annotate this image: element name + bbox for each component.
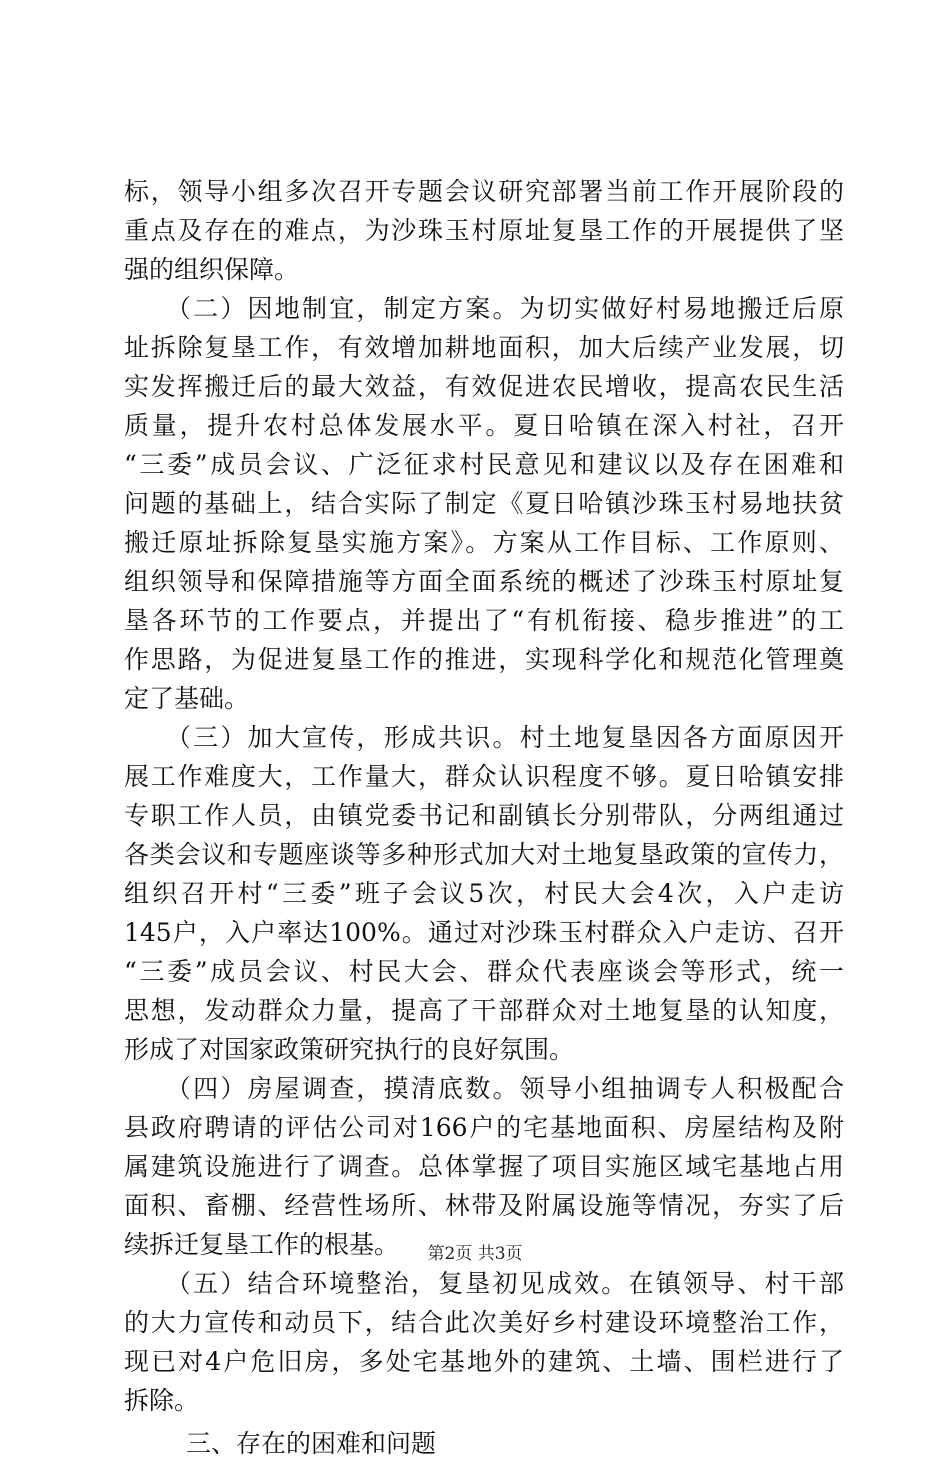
text-line: 面积、畜棚、经营性场所、林带及附属设施等情况，夯实了后 [124,1191,844,1220]
text-line: 展工作难度大，工作量大，群众认识程度不够。夏日哈镇安排 [124,762,844,791]
text-line: 实发挥搬迁后的最大效益，有效促进农民增收，提高农民生活 [124,372,844,401]
text-line: 址拆除复垦工作，有效增加耕地面积，加大后续产业发展，切 [124,333,844,362]
text-line: 拆除。 [124,1386,200,1415]
text-line: “三委”成员会议、广泛征求村民意见和建议以及存在困难和 [124,450,844,479]
section-heading: 三、存在的困难和问题 [186,1429,437,1458]
document-body [124,172,844,1463]
text-line: 145户，入户率达100%。通过对沙珠玉村群众入户走访、召开 [124,918,844,947]
text-line: 属建筑设施进行了调查。总体掌握了项目实施区域宅基地占用 [124,1152,844,1181]
text-line: 专职工作人员，由镇党委书记和副镇长分别带队，分两组通过 [124,801,844,830]
text-line: 定了基础。 [124,684,250,713]
text-line: 标，领导小组多次召开专题会议研究部署当前工作开展阶段的 [124,177,844,206]
text-line: “三委”成员会议、村民大会、群众代表座谈会等形式，统一 [124,957,844,986]
text-line: 组织召开村“三委”班子会议5次，村民大会4次，入户走访 [124,879,844,908]
text-line: 质量，提升农村总体发展水平。夏日哈镇在深入村社，召开 [124,411,844,440]
text-line: （二）因地制宜，制定方案。为切实做好村易地搬迁后原 [124,294,844,323]
text-line: 组织领导和保障措施等方面全面系统的概述了沙珠玉村原址复 [124,567,844,596]
text-line: 作思路，为促进复垦工作的推进，实现科学化和规范化管理奠 [124,645,844,674]
text-line: 现已对4户危旧房，多处宅基地外的建筑、土墙、围栏进行了 [124,1347,844,1376]
text-line: 垦各环节的工作要点，并提出了“有机衔接、稳步推进”的工 [124,606,844,635]
text-line: 县政府聘请的评估公司对166户的宅基地面积、房屋结构及附 [124,1113,844,1142]
text-line: 重点及存在的难点，为沙珠玉村原址复垦工作的开展提供了坚 [124,216,844,245]
text-line: 强的组织保障。 [124,255,300,284]
text-line: （三）加大宣传，形成共识。村土地复垦因各方面原因开 [124,723,844,752]
text-line: 问题的基础上，结合实际了制定《夏日哈镇沙珠玉村易地扶贫 [124,489,844,518]
page-footer: 第2页 共3页 [427,1244,523,1264]
text-line: （四）房屋调查，摸清底数。领导小组抽调专人积极配合 [124,1074,844,1103]
text-line: （五）结合环境整治，复垦初见成效。在镇领导、村干部 [124,1269,844,1298]
text-line: 续拆迁复垦工作的根基。 [124,1230,400,1259]
text-line: 各类会议和专题座谈等多种形式加大对土地复垦政策的宣传力， [124,840,844,869]
text-line: 搬迁原址拆除复垦实施方案》。方案从工作目标、工作原则、 [124,528,844,557]
text-line: 形成了对国家政策研究执行的良好氛围。 [124,1035,575,1064]
text-line: 思想，发动群众力量，提高了干部群众对土地复垦的认知度， [124,996,844,1025]
text-line: 的大力宣传和动员下，结合此次美好乡村建设环境整治工作， [124,1308,844,1337]
